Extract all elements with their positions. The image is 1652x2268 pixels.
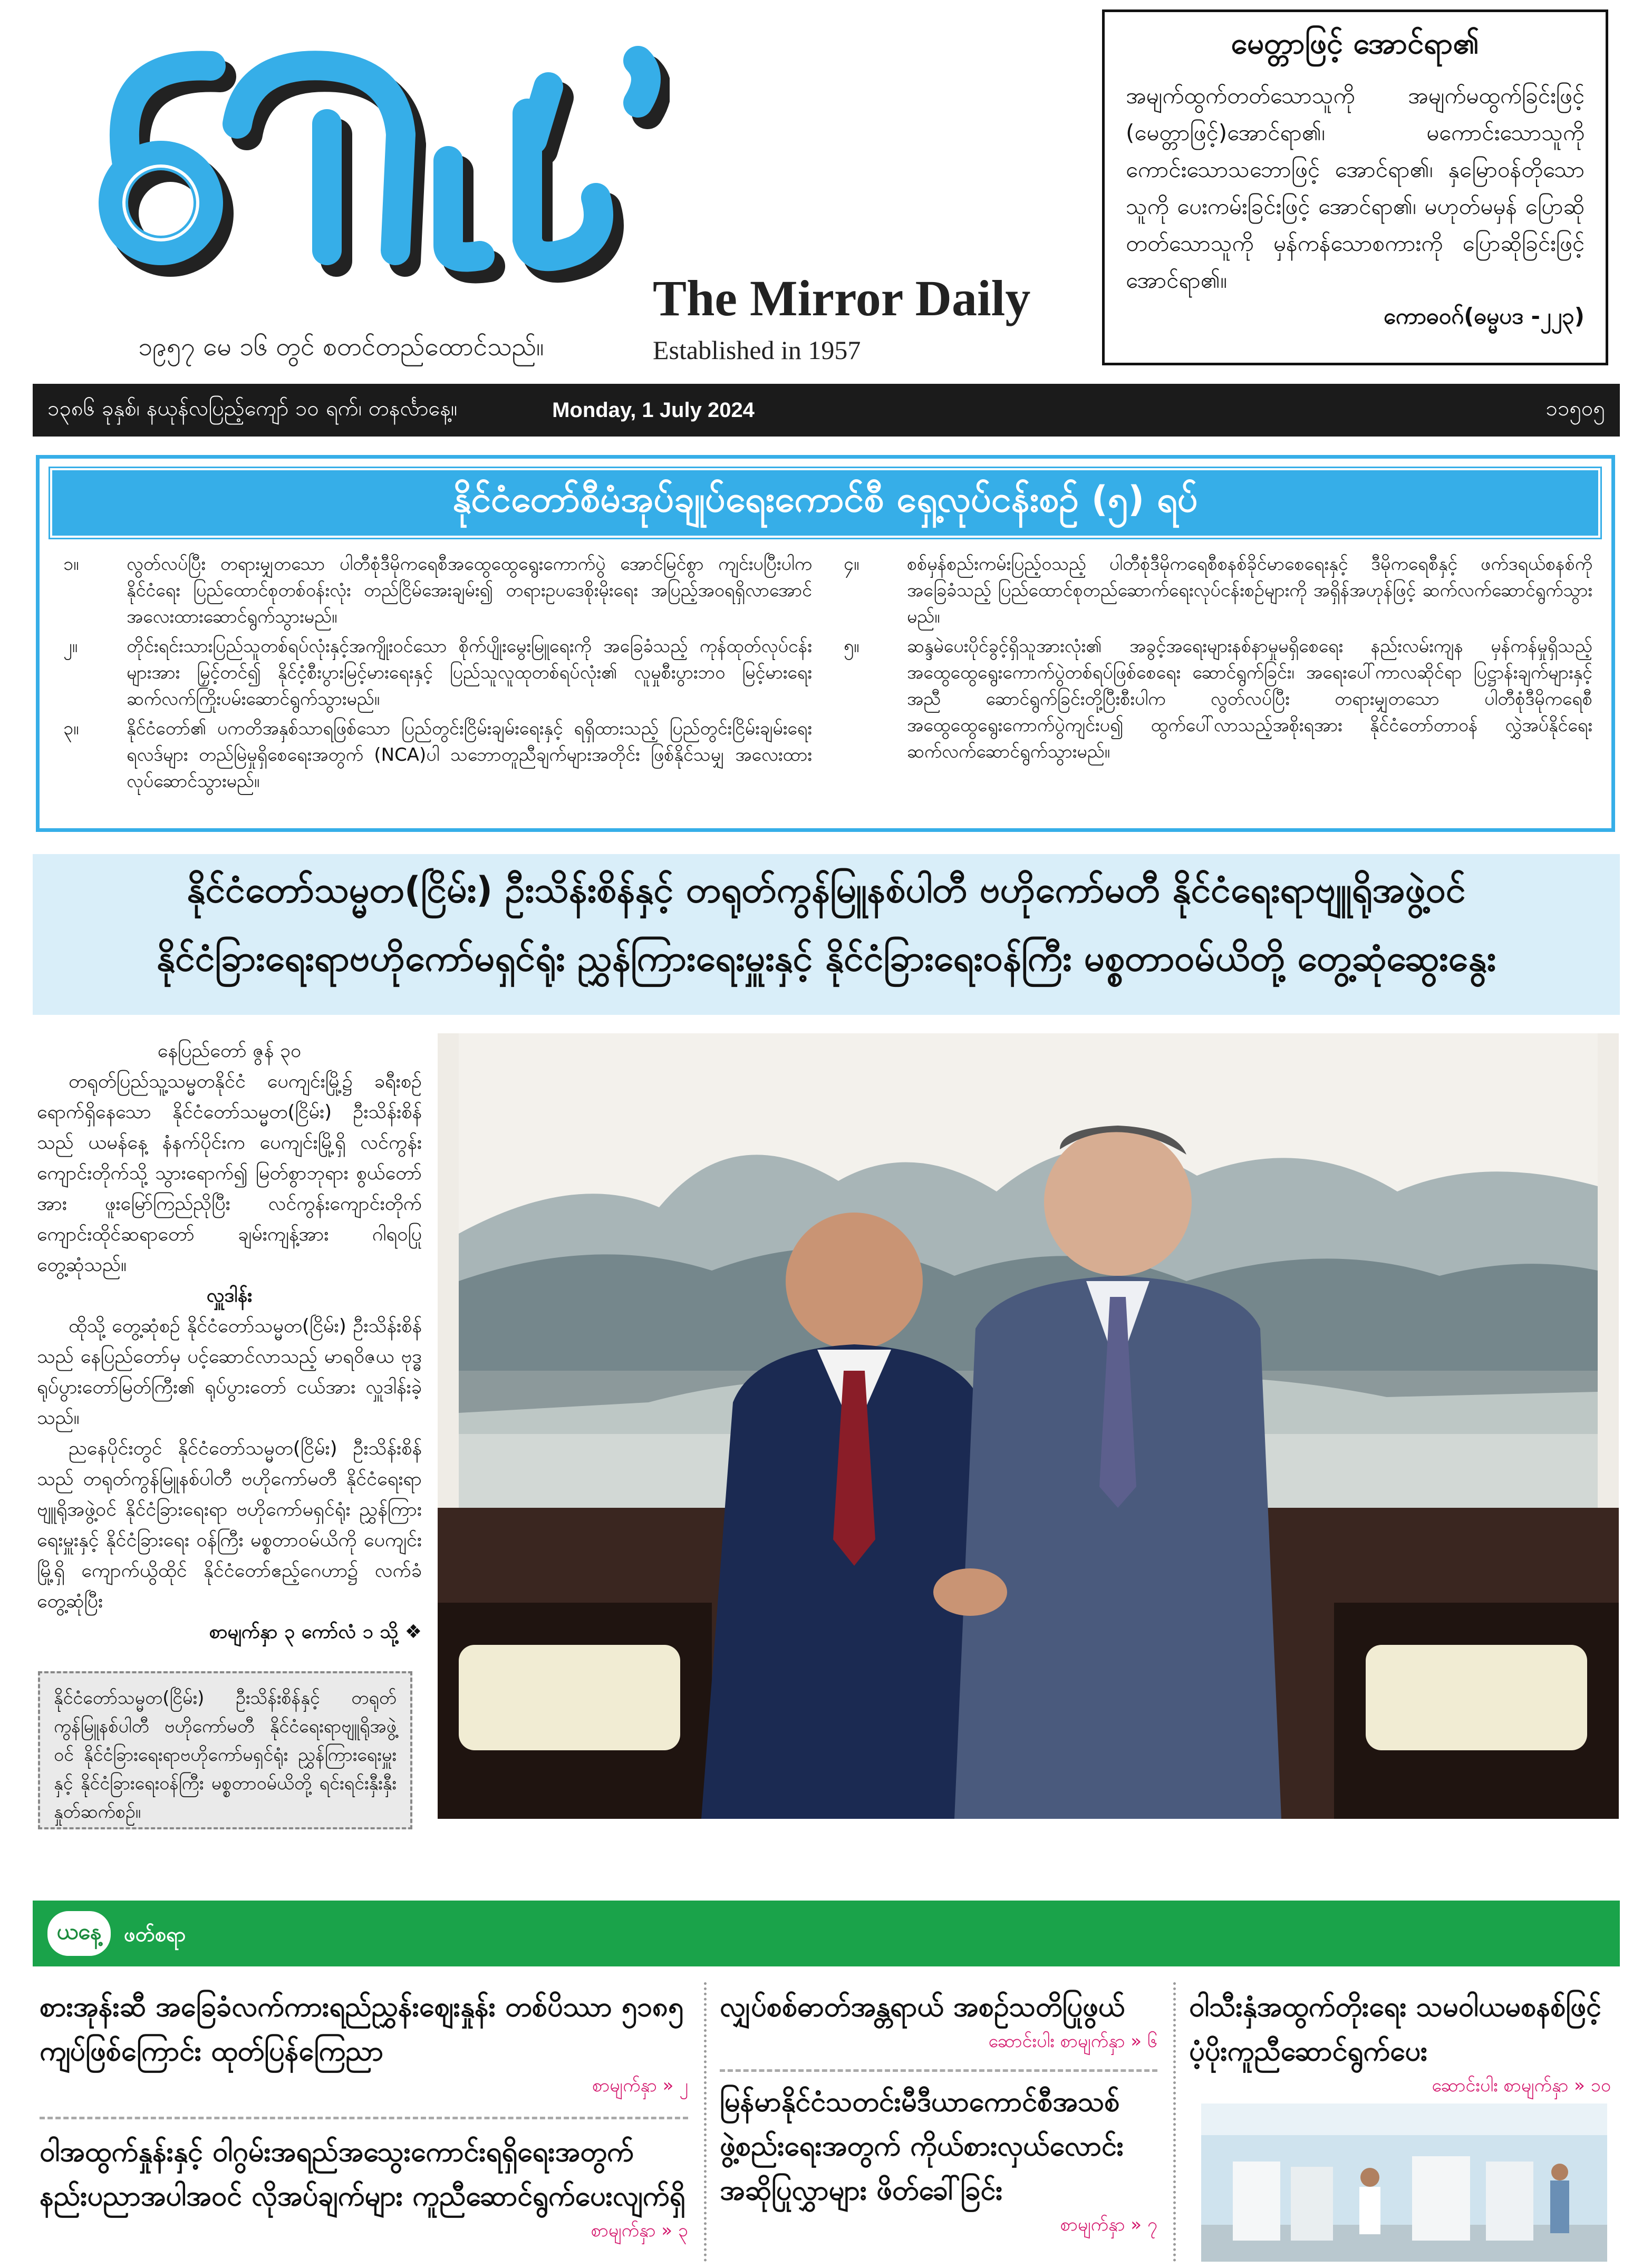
objectives-col-right	[844, 551, 1592, 768]
contents-item-ref[interactable]: ဆောင်းပါး စာမျက်နှာ » ၆	[988, 2031, 1157, 2052]
objective-text: လွတ်လပ်ပြီး တရားမျှတသော ပါတီစုံဒီမိုကရေစီအထွေထွေရွေးကောက်ပွဲ အောင်မြင်စွာ ကျင်းပပြီးပါက နိုင်ငံရေး ပြည်ထောင်စုတစ်ဝန်းလုံး တည်ငြိမ်အေးချမ်း၍ တရားဥပဒေစိုးမိုးရေး အပြည့်အဝရရှိလာအောင် အလေးထားဆောင်ရွက်သွားမည်။	[127, 554, 812, 627]
contents-item-2[interactable]	[40, 2130, 688, 2245]
objective-num: ၄။	[844, 554, 859, 575]
issue-number: ၁၁၅၀၅	[1545, 396, 1605, 421]
objective-text: ဆန္ဒမဲပေးပိုင်ခွင့်ရှိသူအားလုံး၏ အခွင့်အရေးများနစ်နာမှုမရှိစေရေး နည်းလမ်းကျန မှန်ကန်မှုရှိသည့် အထွေထွေရွေးကောက်ပွဲတစ်ရပ်ဖြစ်စေရေး ဆောင်ရွက်ခြင်း၊ အရေးပေါ်ကာလဆိုင်ရာ ပြဋ္ဌာန်းချက်များနှင့်အညီ ဆောင်ရွက်ခြင်းတို့ပြီးစီးပါက လွတ်လပ်ပြီး တရားမျှတသော ပါတီစုံဒီမိုကရေစီ အထွေထွေရွေးကောက်ပွဲကျင်းပ၍ ထွက်ပေါ်လာသည့်အစိုးရအား နိုင်ငံတော်တာဝန် လွှဲအပ်နိုင်ရေး ဆက်လက်ဆောင်ရွက်သွားမည်။	[907, 636, 1592, 762]
logo-text: ကြေးမုံ	[374, 278, 388, 284]
founded-mm: ၁၉၅၇ မေ ၁၆ တွင် စတင်တည်ထောင်သည်။	[138, 332, 544, 362]
objective-item	[844, 551, 1592, 630]
article-continued: စာမျက်နှာ ၃ ကော်လံ ၁ သို့ ❖	[209, 1621, 422, 1643]
objective-text: စစ်မှန်စည်းကမ်းပြည့်ဝသည့် ပါတီစုံဒီမိုကရေစီစနစ်ခိုင်မာစေရေးနှင့် ဒီမိုကရေစီနှင့် ဖက်ဒရယ်စနစ်ကို အခြေခံသည့် ပြည်ထောင်စုတည်ဆောက်ရေးလုပ်ငန်းစဉ်များကို အရှိန်အဟုန်ဖြင့် ဆက်လက်ဆောင်ရွက်သွားမည်။	[907, 554, 1592, 627]
article-paragraph: ထိုသို့ တွေ့ဆုံစဉ် နိုင်ငံတော်သမ္မတ(ငြိမ်း) ဦးသိန်းစိန်သည် နေပြည်တော်မှ ပင့်ဆောင်လာသည့် မာရဝိဇယ ဗုဒ္ဓရုပ်ပွားတော်မြတ်ကြီး၏ ရုပ်ပွားတော် ငယ်အား လှူဒါန်းခဲ့သည်။	[37, 1315, 422, 1429]
date-en: Monday, 1 July 2024	[552, 398, 755, 422]
article-dateline: နေပြည်တော် ဇွန် ၃၀	[157, 1040, 302, 1062]
objectives-col-left	[63, 551, 812, 798]
contents-item-title[interactable]: မြန်မာနိုင်ငံသတင်းမီဒီယာကောင်စီအသစ် ဖွဲ့စည်းရေးအတွက် ကိုယ်စားလှယ်လောင်း အဆိုပြုလွှာများ ဖိတ်ခေါ်ခြင်း	[720, 2086, 1124, 2206]
contents-item-title[interactable]: လျှပ်စစ်ဓာတ်အန္တရာယ် အစဉ်သတိပြုဖွယ်	[720, 1991, 1125, 2023]
contents-item-4[interactable]	[720, 2080, 1157, 2240]
objective-item	[63, 551, 812, 630]
divider	[40, 2117, 688, 2119]
objective-item	[844, 633, 1592, 765]
contents-pill: ယနေ့	[47, 1911, 111, 1956]
established-en: Established in 1957	[653, 335, 861, 365]
contents-item-ref[interactable]: စာမျက်နှာ » ၂	[592, 2075, 688, 2096]
column-divider	[704, 1982, 707, 2262]
objective-num: ၁။	[63, 554, 79, 575]
objective-num: ၂။	[63, 636, 78, 657]
motto-source: ကောဓဝဂ်(ဓမ္မပဒ -၂၂၃)	[1383, 303, 1585, 329]
contents-bar	[33, 1901, 1620, 1966]
contents-item-ref[interactable]: ဆောင်းပါး စာမျက်နှာ » ၁၀	[1432, 2075, 1611, 2096]
date-mm: ၁၃၈၆ ခုနှစ်၊ နယုန်လပြည့်ကျော် ၁၀ ရက်၊ တနင်္လာနေ့။	[47, 396, 458, 421]
date-bar	[33, 384, 1620, 437]
contents-item-ref[interactable]: စာမျက်နှာ » ၇	[1060, 2214, 1157, 2235]
objective-num: ၅။	[844, 636, 859, 657]
motto-text: အမျက်ထွက်တတ်သောသူကို အမျက်မထွက်ခြင်းဖြင့် (မေတ္တာဖြင့်)အောင်ရာ၏၊ မကောင်းသောသူကို ကောင်းသောသဘောဖြင့် အောင်ရာ၏၊ နှမြောဝန်တိုသောသူကို ပေးကမ်းခြင်းဖြင့် အောင်ရာ၏၊ မဟုတ်မမှန် ပြောဆိုတတ်သောသူကို မှန်ကန်သောစကားကို ပြောဆိုခြင်းဖြင့် အောင်ရာ၏။	[1126, 83, 1585, 293]
motto-title: မေတ္တာဖြင့် အောင်ရာ၏	[1231, 26, 1480, 61]
article-subheading: လှူဒါန်း	[206, 1285, 253, 1306]
contents-item-title[interactable]: စားအုန်းဆီ အခြေခံလက်ကားရည်ညွှန်းဈေးနှုန်း တစ်ပိဿာ ၅၁၈၅ ကျပ်ဖြစ်ကြောင်း ထုတ်ပြန်ကြေညာ	[40, 1991, 684, 2067]
headline-line-2: နိုင်ငံခြားရေးရာဗဟိုကော်မရှင်ရုံး ညွှန်ကြားရေးမှူးနှင့် နိုင်ငံခြားရေးဝန်ကြီး မစ္စတာဝမ်ယိတို့ တွေ့ဆုံဆွေးနွေး	[156, 938, 1496, 980]
article-column	[37, 1036, 422, 1647]
contents-item-ref[interactable]: စာမျက်နှာ » ၃	[591, 2220, 688, 2241]
masthead-title-en: The Mirror Daily	[653, 270, 1031, 326]
contents-item-title[interactable]: ဝါသီးနှံအထွက်တိုးရေး သမဝါယမစနစ်ဖြင့် ပံ့ပိုးကူညီဆောင်ရွက်ပေး	[1189, 1991, 1601, 2067]
objective-num: ၃။	[63, 718, 79, 739]
factory-photo	[1201, 2104, 1607, 2262]
objective-item	[63, 715, 812, 794]
news-photo	[438, 1033, 1619, 1819]
objectives-title: နိုင်ငံတော်စီမံအုပ်ချုပ်ရေးကောင်စီ ရှေ့လုပ်ငန်းစဉ် (၅) ရပ်	[50, 468, 1600, 538]
contents-item-1[interactable]	[40, 1985, 688, 2100]
article-paragraph: တရုတ်ပြည်သူ့သမ္မတနိုင်ငံ ပေကျင်းမြို့၌ ခရီးစဉ်ရောက်ရှိနေသော နိုင်ငံတော်သမ္မတ(ငြိမ်း) ဦးသိန်းစိန်သည် ယမန်နေ့ နံနက်ပိုင်းက ပေကျင်းမြို့ရှိ လင်ကွန်းကျောင်းတိုက်သို့ သွားရောက်၍ မြတ်စွာဘုရား စွယ်တော်အား ဖူးမြော်ကြည်ညိုပြီး လင်ကွန်းကျောင်းတိုက် ကျောင်းထိုင်ဆရာတော် ချမ်းကျန့်အား ဂါရဝပြုတွေ့ဆုံသည်။	[37, 1071, 422, 1276]
column-divider	[1173, 1982, 1176, 2262]
contents-item-title[interactable]: ဝါအထွက်နှုန်းနှင့် ဝါဂွမ်းအရည်အသွေးကောင်းရရှိရေးအတွက် နည်းပညာအပါအဝင် လိုအပ်ချက်များ ကူညီဆောင်ရွက်ပေးလျက်ရှိ	[40, 2136, 685, 2212]
objective-item	[63, 633, 812, 712]
divider	[720, 2069, 1157, 2072]
photo-caption: နိုင်ငံတော်သမ္မတ(ငြိမ်း) ဦးသိန်းစိန်နှင့် တရုတ်ကွန်မြူနစ်ပါတီ ဗဟိုကော်မတီ နိုင်ငံရေးရာဗျူရိုအဖွဲ့ဝင် နိုင်ငံခြားရေးရာဗဟိုကော်မရှင်ရုံး ညွှန်ကြားရေးမှူးနှင့် နိုင်ငံခြားရေးဝန်ကြီး မစ္စတာဝမ်ယိတို့ ရင်းရင်းနှီးနှီး နှုတ်ဆက်စဉ်။	[38, 1671, 412, 1829]
contents-item-3[interactable]	[720, 1985, 1157, 2056]
headline-line-1: နိုင်ငံတော်သမ္မတ(ငြိမ်း) ဦးသိန်းစိန်နှင့် တရုတ်ကွန်မြူနစ်ပါတီ ဗဟိုကော်မတီ နိုင်ငံရေးရာဗျူရိုအဖွဲ့ဝင်	[187, 869, 1466, 911]
objective-text: တိုင်းရင်းသားပြည်သူတစ်ရပ်လုံးနှင့်အကျိုးဝင်သော စိုက်ပျိုးမွေးမြူရေးကို အခြေခံသည့် ကုန်ထုတ်လုပ်ငန်းများအား မြှင့်တင်၍ နိုင်ငံ့စီးပွားမြင့်မားရေးနှင့် ပြည်သူလူထုတစ်ရပ်လုံး၏ လူမှုစီးပွားဘဝ မြင့်မားရေး ဆက်လက်ကြိုးပမ်းဆောင်ရွက်သွားမည်။	[127, 636, 812, 710]
motto-box	[1102, 9, 1608, 365]
contents-label: ဖတ်စရာ	[124, 1923, 186, 1946]
burmese-logo	[79, 29, 670, 293]
article-paragraph: ညနေပိုင်းတွင် နိုင်ငံတော်သမ္မတ(ငြိမ်း) ဦးသိန်းစိန်သည် တရုတ်ကွန်မြူနစ်ပါတီ ဗဟိုကော်မတီ နိုင်ငံရေးရာဗျူရိုအဖွဲ့ဝင် နိုင်ငံခြားရေးရာ ဗဟိုကော်မရှင်ရုံး ညွှန်ကြားရေးမှူးနှင့် နိုင်ငံခြားရေး ဝန်ကြီး မစ္စတာဝမ်ယိကို ပေကျင်းမြို့ရှိ ကျောက်ယွိထိုင် နိုင်ငံတော်ဧည့်ဂေဟာ၌ လက်ခံတွေ့ဆုံပြီး	[37, 1438, 422, 1612]
objective-text: နိုင်ငံတော်၏ ပကတိအနှစ်သာရဖြစ်သော ပြည်တွင်းငြိမ်းချမ်းရေးနှင့် ရရှိထားသည့် ပြည်တွင်းငြိမ်းချမ်းရေးရလဒ်များ တည်မြဲမှုရှိစေရေးအတွက် (NCA)ပါ သဘောတူညီချက်များအတိုင်း ဖြစ်နိုင်သမျှ အလေးထား လုပ်ဆောင်သွားမည်။	[127, 718, 812, 792]
contents-item-5[interactable]	[1189, 1985, 1611, 2100]
